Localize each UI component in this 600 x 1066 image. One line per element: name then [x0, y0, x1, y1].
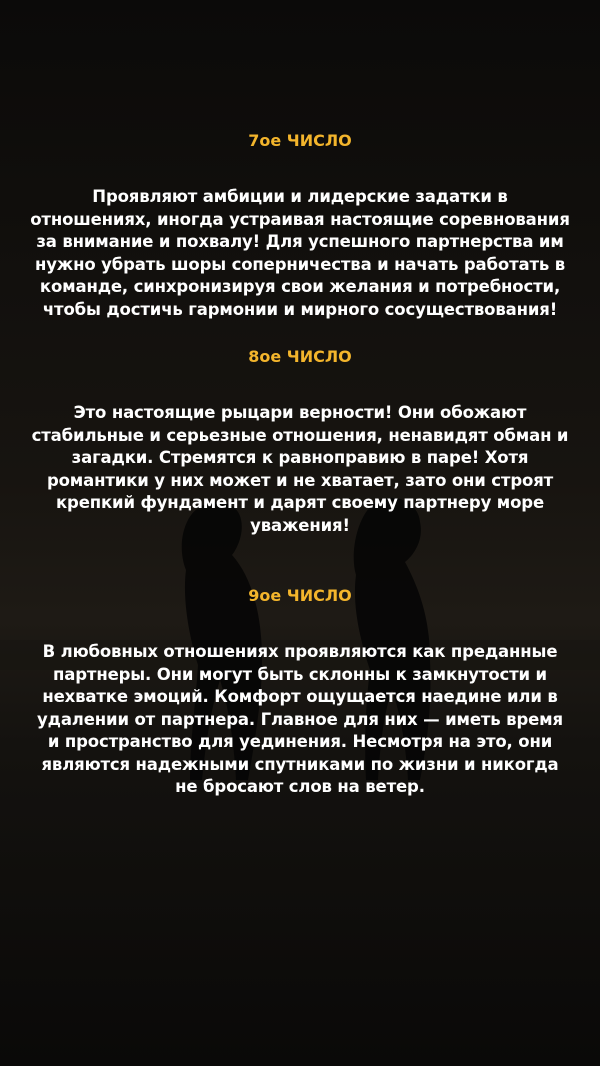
text-line: являются надежными спутниками по жизни и никогда — [41, 754, 559, 774]
text-line: партнеры. Они могут быть склонны к замкнутости и — [53, 664, 547, 684]
text-line: команде, синхронизируя свои желания и потребности, — [39, 277, 561, 296]
section-9-text — [24, 641, 576, 799]
section-9 — [24, 585, 576, 799]
text-line: уважения! — [250, 515, 350, 535]
text-line: не бросают слов на ветер. — [175, 777, 425, 796]
section-7-text — [24, 186, 576, 321]
text-line: нехватке эмоций. Комфорт ощущается наедине или в — [42, 687, 558, 706]
text-line: отношениях, иногда устраивая настоящие соревнования — [30, 209, 570, 229]
text-line: романтики у них может и не хватает, зато они строят — [46, 470, 554, 490]
text-line: В любовных отношениях проявляются как преданные — [42, 642, 558, 661]
text-line: за внимание и похвалу! Для успешного партнерства им — [36, 232, 564, 251]
section-7 — [24, 130, 576, 321]
text-line: загадки. Стремятся к равноправию в паре! Хотя — [71, 448, 529, 467]
text-line: Проявляют амбиции и лидерские задатки в — [92, 187, 508, 206]
section-7-heading: 7ое ЧИСЛО — [248, 131, 352, 150]
text-line: крепкий фундамент и дарят своему партнеру море — [56, 493, 544, 512]
text-line: и пространство для уединения. Несмотря на это, они — [47, 732, 553, 751]
text-line: стабильные и серьезные отношения, ненавидят обман и — [31, 425, 569, 445]
text-line: удалении от партнера. Главное для них — иметь время — [37, 709, 563, 729]
section-8 — [24, 346, 576, 537]
text-line: чтобы достичь гармонии и мирного сосуществования! — [42, 299, 558, 319]
section-8-heading: 8ое ЧИСЛО — [248, 347, 352, 366]
text-line: Это настоящие рыцари верности! Они обожают — [73, 403, 527, 422]
section-8-text — [24, 402, 576, 537]
section-9-heading: 9ое ЧИСЛО — [248, 586, 352, 605]
text-line: нужно убрать шоры соперничества и начать работать в — [34, 254, 566, 274]
